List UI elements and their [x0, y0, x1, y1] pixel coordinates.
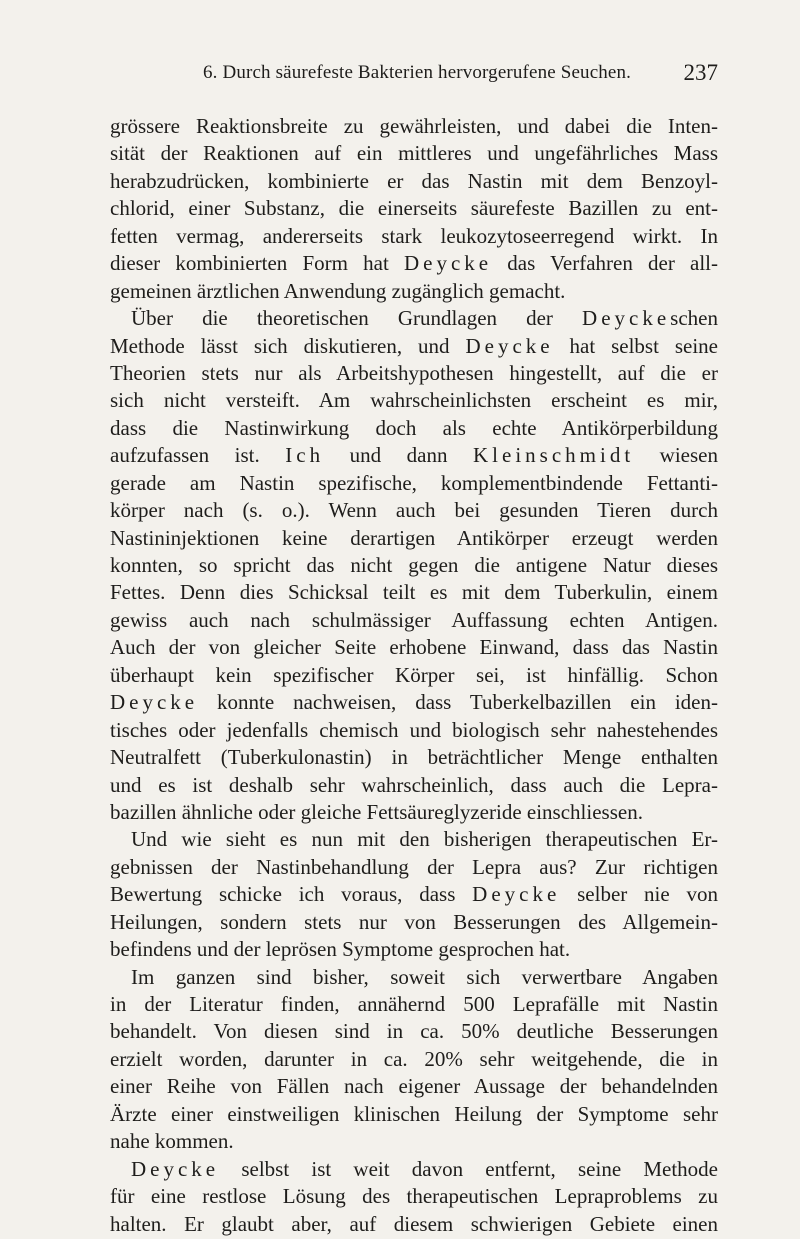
text-segment: Im ganzen sind bisher, soweit sich verwertbare Angaben: [131, 964, 718, 989]
text-segment: schen: [670, 306, 718, 331]
text-segment: und es ist deshalb sehr wahrscheinlich, dass auch die Lepra-: [110, 772, 718, 797]
text-line: [110, 333, 718, 360]
paragraph: [110, 1156, 718, 1238]
text-segment: Und wie sieht es nun mit den bisherigen therapeutischen Er-: [131, 827, 718, 852]
text-segment: gebnissen der Nastinbehandlung der Lepra aus? Zur richtigen: [110, 854, 718, 879]
text-segment: dieser kombinierten Form hat: [110, 251, 404, 276]
text-segment: einer Reihe von Fällen nach eigener Aussage der behandelnden: [110, 1074, 718, 1099]
text-line: [110, 415, 718, 442]
spaced-name: Deycke: [472, 882, 561, 907]
spaced-name: Deycke: [131, 1156, 220, 1181]
text-segment: grössere Reaktionsbreite zu gewährleisten, und dabei die Inten-: [110, 114, 718, 138]
text-segment: gewiss auch nach schulmässiger Auffassung echten Antigen.: [110, 607, 718, 632]
text-line: [110, 223, 718, 250]
text-segment: nahe kommen.: [110, 1129, 234, 1154]
text-line: [110, 250, 718, 277]
text-segment: körper nach (s. o.). Wenn auch bei gesunden Tieren durch: [110, 498, 718, 523]
text-segment: für eine restlose Lösung des therapeutischen Lepraproblems zu: [110, 1184, 718, 1209]
text-segment: selbst ist weit davon entfernt, seine Methode: [219, 1156, 718, 1181]
text-line: [110, 1073, 718, 1100]
text-line: [110, 360, 718, 387]
text-line: [110, 854, 718, 881]
spaced-name: Deycke: [465, 333, 554, 358]
text-segment: in der Literatur finden, annähernd 500 Leprafälle mit Nastin: [110, 992, 718, 1016]
text-segment: befindens und der leprösen Symptome gesprochen hat.: [110, 937, 571, 962]
text-segment: tisches oder jedenfalls chemisch und biologisch sehr nahestehendes: [110, 717, 718, 742]
spaced-name: Kleinschmidt: [473, 443, 635, 468]
text-line: [110, 497, 718, 524]
text-line: [110, 442, 718, 469]
text-segment: Ärzte einer einstweiligen klinischen Heilung der Symptome sehr: [110, 1101, 718, 1126]
text-segment: überhaupt kein spezifischer Körper sei, ist hinfällig. Schon: [110, 662, 718, 687]
text-line: [110, 1156, 718, 1183]
text-segment: Bewertung schicke ich voraus, dass: [110, 882, 473, 907]
text-line: [110, 936, 718, 963]
text-segment: halten. Er glaubt aber, auf diesem schwierigen Gebiete einen: [110, 1211, 718, 1236]
text-segment: Methode lässt sich diskutieren, und: [110, 333, 466, 358]
text-segment: herabzudrücken, kombinierte er das Nastin mit dem Benzoyl-: [110, 168, 718, 193]
text-segment: Neutralfett (Tuberkulonastin) in beträchtlicher Menge enthalten: [110, 745, 718, 770]
text-line: [110, 607, 718, 634]
text-segment: gerade am Nastin spezifische, komplementbindende Fettanti-: [110, 470, 718, 495]
text-line: [110, 909, 718, 936]
text-line: [110, 772, 718, 799]
text-line: [110, 1046, 718, 1073]
text-line: [110, 881, 718, 908]
running-head: [110, 60, 718, 90]
text-line: [110, 799, 718, 826]
paragraph: [110, 113, 718, 305]
text-line: [110, 634, 718, 661]
text-line: [110, 195, 718, 222]
text-segment: Auch der von gleicher Seite erhobene Einwand, dass das Nastin: [110, 635, 718, 660]
text-line: [110, 1128, 718, 1155]
text-line: [110, 662, 718, 689]
text-segment: sich nicht versteift. Am wahrscheinlichsten erscheint es mir,: [110, 388, 718, 413]
text-line: [110, 140, 718, 167]
text-segment: wiesen: [634, 443, 718, 468]
paragraph: [110, 964, 718, 1156]
text-line: [110, 1018, 718, 1045]
text-line: [110, 689, 718, 716]
text-line: [110, 826, 718, 853]
text-segment: bazillen ähnliche oder gleiche Fettsäureglyzeride einschliessen.: [110, 799, 643, 824]
text-line: [110, 579, 718, 606]
text-segment: aufzufassen ist.: [110, 443, 286, 468]
paragraph: [110, 305, 718, 826]
text-line: [110, 964, 718, 991]
text-segment: konnten, so spricht das nicht gegen die antigene Natur dieses: [110, 553, 718, 577]
text-segment: fetten vermag, andererseits stark leukozytoseerregend wirkt. In: [110, 223, 718, 248]
text-segment: Heilungen, sondern stets nur von Besserungen des Allgemein-: [110, 909, 718, 934]
text-segment: das Verfahren der all-: [492, 251, 718, 276]
text-line: [110, 1101, 718, 1128]
spaced-name: Deycke: [110, 690, 199, 715]
text-line: [110, 1211, 718, 1238]
text-segment: gemeinen ärztlichen Anwendung zugänglich gemacht.: [110, 278, 566, 303]
paragraph: [110, 826, 718, 963]
text-segment: hat selbst seine: [553, 333, 718, 358]
running-title: 6. Durch säurefeste Bakterien hervorgerufene Seuchen.: [203, 62, 632, 83]
text-line: [110, 278, 718, 305]
text-line: [110, 470, 718, 497]
spaced-name: Ich: [285, 443, 325, 468]
text-segment: Fettes. Denn dies Schicksal teilt es mit dem Tuberkulin, einem: [110, 580, 718, 605]
text-line: [110, 552, 718, 579]
text-segment: selber nie von: [560, 882, 718, 907]
text-segment: sität der Reaktionen auf ein mittleres und ungefährliches Mass: [110, 141, 718, 166]
page-number: 237: [683, 60, 718, 85]
spaced-name: Deycke: [403, 251, 493, 276]
text-line: [110, 168, 718, 195]
body-text: [110, 113, 718, 1238]
text-line: [110, 744, 718, 771]
text-line: [110, 525, 718, 552]
text-segment: Nastininjektionen keine derartigen Antikörper erzeugt werden: [110, 525, 718, 550]
spaced-name: Deycke: [582, 306, 671, 331]
text-segment: behandelt. Von diesen sind in ca. 50% deutliche Besserungen: [110, 1019, 718, 1044]
text-line: [110, 1183, 718, 1210]
text-segment: erzielt worden, darunter in ca. 20% sehr weitgehende, die in: [110, 1046, 718, 1071]
text-segment: Über die theoretischen Grundlagen der: [131, 306, 583, 331]
text-segment: und dann: [324, 443, 473, 468]
text-line: [110, 305, 718, 332]
text-line: [110, 387, 718, 414]
text-line: [110, 113, 718, 140]
text-segment: Theorien stets nur als Arbeitshypothesen hingestellt, auf die er: [110, 360, 718, 385]
text-segment: chlorid, einer Substanz, die einerseits säurefeste Bazillen zu ent-: [110, 196, 718, 221]
text-segment: dass die Nastinwirkung doch als echte Antikörperbildung: [110, 415, 718, 440]
text-line: [110, 991, 718, 1018]
text-segment: konnte nachweisen, dass Tuberkelbazillen ein iden-: [198, 690, 718, 715]
text-line: [110, 717, 718, 744]
